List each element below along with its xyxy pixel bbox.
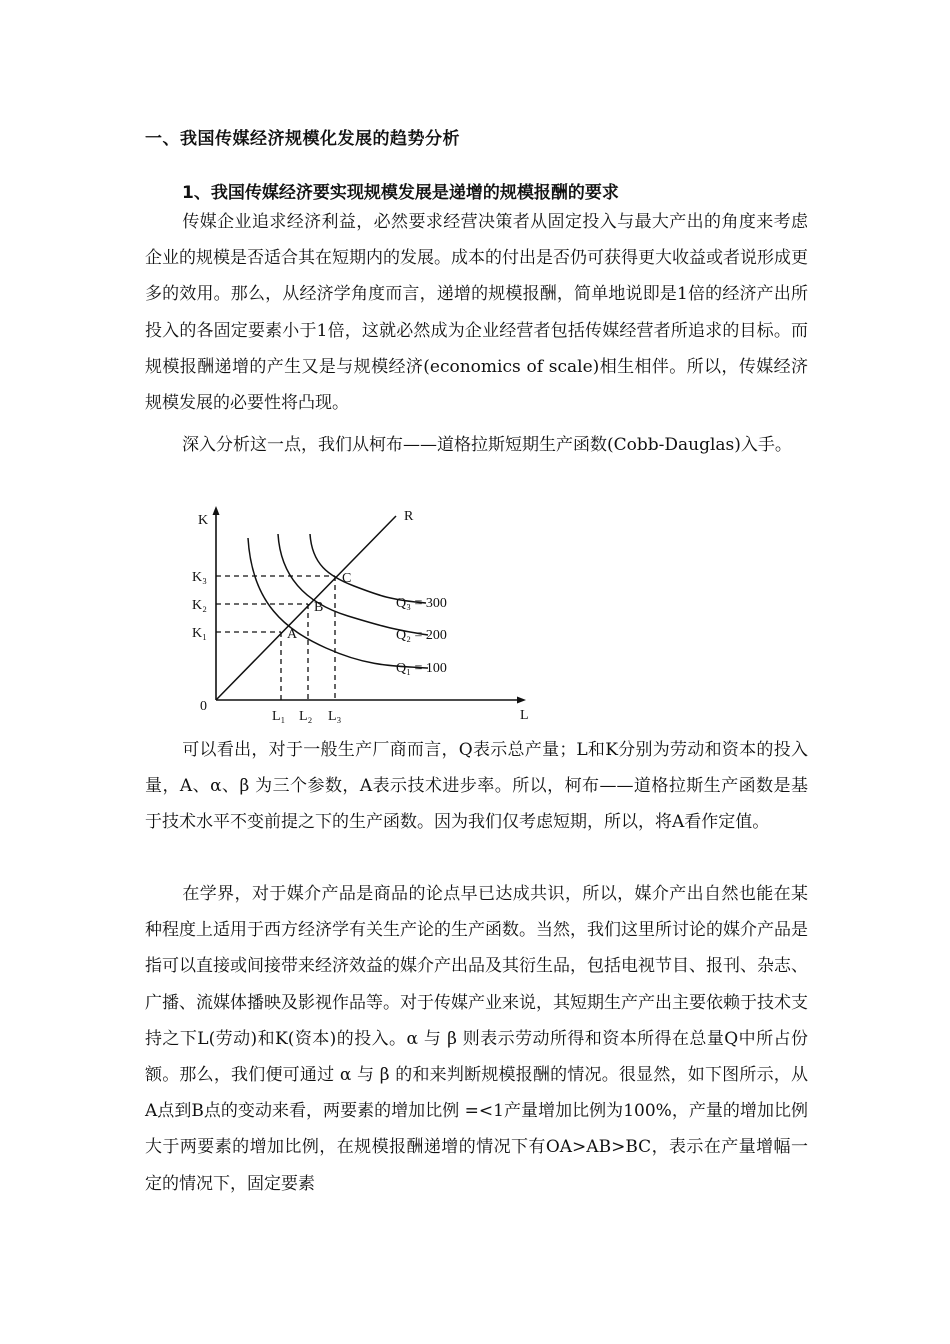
paragraph-1 <box>145 204 808 421</box>
paragraph-3-text: 可以看出，对于一般生产厂商而言，Q表示总产量；L和K分别为劳动和资本的投入量，A、α、β 为三个参数，A表示技术进步率。所以，柯布——道格拉斯生产函数是基于技术水平不变前提之下的生产函数。因为我们仅考虑短期，所以，将A看作定值。 <box>145 740 808 833</box>
tick-label-k2: K₂ <box>192 598 207 613</box>
tick-label-k3: K₃ <box>192 570 207 585</box>
isoquant-label-q1: Q₁ = 100 <box>396 661 447 676</box>
isoquant-q2 <box>278 534 428 635</box>
paragraph-3 <box>145 732 808 841</box>
isoquant-diagram <box>186 504 538 728</box>
paragraph-2 <box>145 427 808 463</box>
isoquant-label-q2: Q₂ = 200 <box>396 628 447 643</box>
paragraph-4 <box>145 876 808 1202</box>
subsection-heading: 1、我国传媒经济要实现规模发展是递增的规模报酬的要求 <box>182 183 619 203</box>
ray-label-r: R <box>404 509 414 524</box>
ray-r <box>216 516 396 700</box>
axis-label-k: K <box>198 513 209 528</box>
origin-label: 0 <box>200 699 207 714</box>
tick-label-l1: L₁ <box>272 709 286 724</box>
point-label-a: A <box>287 627 298 642</box>
paragraph-2-text: 深入分析这一点，我们从柯布——道格拉斯短期生产函数(Cobb-Dauglas)入手。 <box>182 435 792 455</box>
section-heading: 一、我国传媒经济规模化发展的趋势分析 <box>145 129 460 149</box>
axis-label-l: L <box>520 708 529 723</box>
tick-label-l3: L₃ <box>328 709 342 724</box>
tick-label-k1: K₁ <box>192 626 207 641</box>
isoquant-figure <box>186 504 538 728</box>
tick-label-l2: L₂ <box>299 709 313 724</box>
point-label-c: C <box>342 571 352 586</box>
point-label-b: B <box>314 600 324 615</box>
paragraph-1-text: 传媒企业追求经济利益，必然要求经营决策者从固定投入与最大产出的角度来考虑企业的规模是否适合其在短期内的发展。成本的付出是否仍可获得更大收益或者说形成更多的效用。那么，从经济学角度而言，递增的规模报酬，简单地说即是1倍的经济产出所投入的各固定要素小于1倍，这就必然成为企业经营者包括传媒经营者所追求的目标。而规模报酬递增的产生又是与规模经济(economics of scale)相生相伴。所以，传媒经济规模发展的必要性将凸现。 <box>145 212 808 414</box>
isoquant-label-q3: Q₃ = 300 <box>396 596 447 611</box>
y-axis-arrow <box>213 506 220 515</box>
x-axis-arrow <box>517 697 526 704</box>
paragraph-4-text: 在学界，对于媒介产品是商品的论点早已达成共识，所以，媒介产出自然也能在某种程度上适用于西方经济学有关生产论的生产函数。当然，我们这里所讨论的媒介产品是指可以直接或间接带来经济效益的媒介产出品及其衍生品，包括电视节目、报刊、杂志、广播、流媒体播映及影视作品等。对于传媒产业来说，其短期生产产出主要依赖于技术支持之下L(劳动)和K(资本)的投入。α 与 β 则表示劳动所得和资本所得在总量Q中所占份额。那么，我们便可通过 α 与 β 的和来判断规模报酬的情况。很显然，如下图所示，从A点到B点的变动来看，两要素的增加比例 =<1产量增加比例为100%，产量的增加比例大于两要素的增加比例，在规模报酬递增的情况下有OA>AB>BC，表示在产量增幅一定的情况下，固定要素 <box>145 884 808 1194</box>
